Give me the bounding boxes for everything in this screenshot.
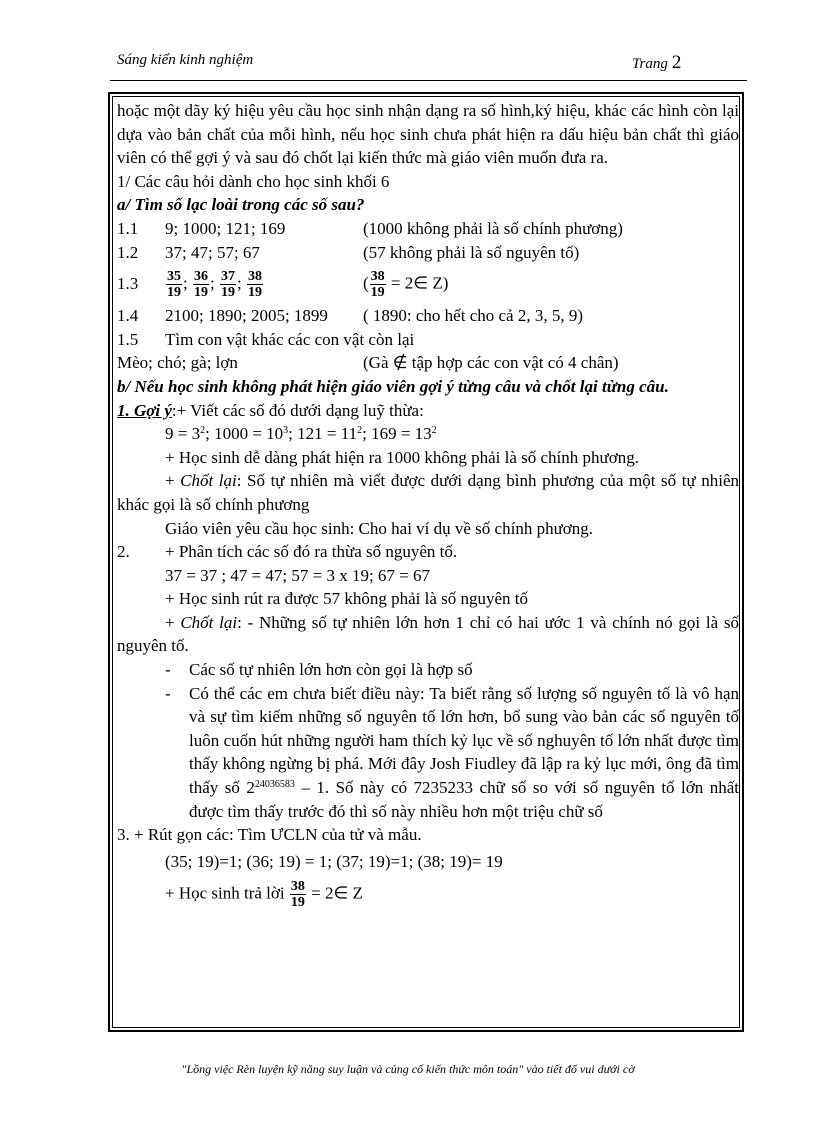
hint-1-conclusion bbox=[117, 469, 739, 516]
section-title: 1/ Các câu hỏi dành cho học sinh khối 6 bbox=[117, 171, 390, 191]
hint-1-label: 1. Gợi ý bbox=[117, 400, 172, 420]
fraction-separator: ; bbox=[236, 273, 242, 293]
eq-exponent: 2 bbox=[431, 425, 437, 437]
fraction-numerator: 35 bbox=[167, 268, 181, 284]
dash-text-part: Có thể các em chưa biết điều này: Ta biết rằng số lượng số nguyên tố là vô hạn và sự tìm kiếm những số nguyên tố lớn hơn, bổ sung vào bản các số nguyên tố luôn cuốn hút những người ham thích kỷ lục về số nghuyên tố lớn nhất được tìm thấy không ngừng bị phá. Mới đây Josh Fiudley đã lập ra kỷ lục mới, ông đã tìm thấy số 2 bbox=[189, 683, 739, 798]
item-data: 9; 1000; 121; 169 bbox=[165, 218, 286, 238]
hint-2-text: + Phân tích các số đó ra thừa số nguyên tố. bbox=[165, 542, 458, 562]
answer-suffix: = 2∈ Z bbox=[306, 883, 363, 903]
dash-item bbox=[117, 658, 739, 682]
answer-prefix: + Học sinh trả lời bbox=[165, 883, 289, 903]
conclusion-label: Chốt lại bbox=[180, 612, 238, 632]
dash-text bbox=[189, 682, 739, 824]
item-note: (1000 không phải là số chính phương) bbox=[363, 218, 623, 238]
conclusion-text: : - Những số tự nhiên lớn hơn 1 chỉ có hai ước 1 và chính nó gọi là số nguyên tố. bbox=[117, 612, 739, 656]
item-row bbox=[117, 217, 739, 241]
conclusion-prefix: + bbox=[165, 471, 181, 491]
fraction bbox=[370, 269, 386, 300]
item-data: Tìm con vật khác các con vật còn lại bbox=[165, 329, 415, 349]
item-number: 1.4 bbox=[117, 306, 139, 326]
item-data: 37; 47; 57; 67 bbox=[165, 242, 260, 262]
header-title: Sáng kiến kinh nghiệm bbox=[117, 52, 254, 68]
item-note bbox=[363, 269, 739, 300]
item-note: ( 1890: cho hết cho cả 2, 3, 5, 9) bbox=[363, 306, 583, 326]
hint-2 bbox=[117, 540, 739, 564]
fraction-numerator: 38 bbox=[290, 879, 305, 895]
fraction bbox=[247, 269, 263, 300]
item-note: (57 không phải là số nguyên tố) bbox=[363, 242, 580, 262]
hint-2-number: 2. bbox=[117, 542, 130, 562]
fraction-denominator: 19 bbox=[220, 284, 235, 300]
header-page bbox=[632, 52, 681, 74]
eq-exponent: 3 bbox=[283, 425, 289, 437]
subsection-a: a/ Tìm số lạc loài trong các số sau? bbox=[117, 195, 365, 215]
item-row bbox=[117, 328, 739, 352]
fraction-denominator: 19 bbox=[167, 284, 181, 300]
item-number: 1.5 bbox=[117, 329, 139, 349]
conclusion-prefix: + bbox=[165, 612, 181, 632]
hint-2-line: + Học sinh rút ra được 57 không phải là số nguyên tố bbox=[165, 589, 529, 609]
page-label: Trang bbox=[632, 56, 668, 72]
conclusion-label: Chốt lại bbox=[180, 471, 237, 491]
hint-1 bbox=[117, 399, 739, 423]
eq-part: ; 121 = 11 bbox=[288, 424, 358, 444]
hint-1-text: :+ Viết các số đó dưới dạng luỹ thừa: bbox=[171, 400, 424, 420]
hint-1-equation bbox=[117, 422, 739, 446]
item-note: (Gà ∉ tập hợp các con vật có 4 chân) bbox=[363, 353, 619, 373]
eq-exponent: 2 bbox=[200, 425, 206, 437]
hint-2-equation: 37 = 37 ; 47 = 47; 57 = 3 x 19; 67 = 67 bbox=[165, 565, 431, 585]
header-rule bbox=[110, 80, 747, 81]
subsection-b: b/ Nếu học sinh không phát hiện giáo viên gợi ý từng câu và chốt lại từng câu. bbox=[117, 376, 669, 396]
intro-paragraph: hoặc một dãy ký hiệu yêu cầu học sinh nhận dạng ra số hình,ký hiệu, khác các hình còn lại dựa vào bản chất của mỗi hình, nếu học sinh chưa phát hiện ra dấu hiệu bản chất thì giáo viên có thể gợi ý và sau đó chốt lại kiến thức mà giáo viên muốn đưa ra. bbox=[117, 101, 739, 168]
item-row-fractions bbox=[117, 264, 739, 304]
dash-mark: - bbox=[165, 683, 171, 703]
eq-part: ; 169 = 13 bbox=[362, 424, 432, 444]
fraction-numerator: 36 bbox=[193, 268, 208, 284]
note-rest: = 2∈ Z) bbox=[386, 273, 449, 293]
hint-3: 3. + Rút gọn các: Tìm ƯCLN của tử và mẫu. bbox=[117, 825, 422, 845]
hint-3-answer bbox=[117, 879, 739, 910]
conclusion-text: : Số tự nhiên mà viết được dưới dạng bình phương của một số tự nhiên khác gọi là số chính phương bbox=[117, 471, 740, 514]
page-content bbox=[117, 99, 739, 910]
fraction-separator: ; bbox=[183, 273, 188, 293]
fraction-numerator: 38 bbox=[370, 268, 385, 284]
eq-exponent: 2 bbox=[357, 425, 363, 437]
note-open: ( bbox=[363, 273, 369, 293]
item-row bbox=[117, 241, 739, 265]
item-number: 1.3 bbox=[117, 274, 139, 294]
fraction bbox=[193, 269, 209, 300]
item-data: 2100; 1890; 2005; 1899 bbox=[165, 306, 328, 326]
hint-1-task: Giáo viên yêu cầu học sinh: Cho hai ví dụ về số chính phương. bbox=[165, 518, 594, 538]
dash-item bbox=[117, 682, 739, 824]
fraction-denominator: 19 bbox=[193, 284, 208, 300]
item-number: 1.1 bbox=[117, 218, 139, 238]
fraction-denominator: 19 bbox=[247, 284, 262, 300]
fraction-denominator: 19 bbox=[290, 895, 305, 911]
item-number: 1.2 bbox=[117, 242, 139, 262]
hint-3-equation: (35; 19)=1; (36; 19) = 1; (37; 19)=1; (38; 19)= 19 bbox=[165, 851, 503, 871]
fraction bbox=[166, 269, 182, 300]
item-data: Mèo; chó; gà; lợn bbox=[117, 353, 238, 373]
fraction-denominator: 19 bbox=[370, 284, 385, 300]
page-number: 2 bbox=[671, 52, 682, 73]
hint-2-conclusion bbox=[117, 611, 739, 658]
fraction-separator: ; bbox=[209, 273, 215, 293]
fraction-numerator: 38 bbox=[247, 268, 262, 284]
fraction bbox=[220, 269, 236, 300]
item-row bbox=[117, 304, 739, 328]
fraction-numerator: 37 bbox=[220, 268, 235, 284]
eq-part: ; 1000 = 10 bbox=[205, 424, 284, 444]
hint-1-line: + Học sinh dễ dàng phát hiện ra 1000 không phải là số chính phương. bbox=[165, 447, 639, 467]
fraction bbox=[290, 879, 306, 910]
footer-text: "Lồng việc Rèn luyện kỹ năng suy luận và củng cố kiến thức môn toán" vào tiết đố vui dưới cờ bbox=[181, 1062, 635, 1076]
dash-text-part: – 1. Số này có 7235233 chữ số so với số nguyên tố lớn nhất được tìm thấy trước đó thì số này nhiều hơn một triệu chữ số bbox=[189, 778, 739, 821]
item-row bbox=[117, 351, 739, 375]
dash-mark: - bbox=[165, 660, 171, 680]
dash-text: Các số tự nhiên lớn hơn còn gọi là hợp số bbox=[189, 660, 473, 680]
fraction-list bbox=[165, 269, 363, 300]
dash-exponent: 24036583 bbox=[254, 779, 295, 791]
eq-part: 9 = 3 bbox=[165, 424, 201, 444]
